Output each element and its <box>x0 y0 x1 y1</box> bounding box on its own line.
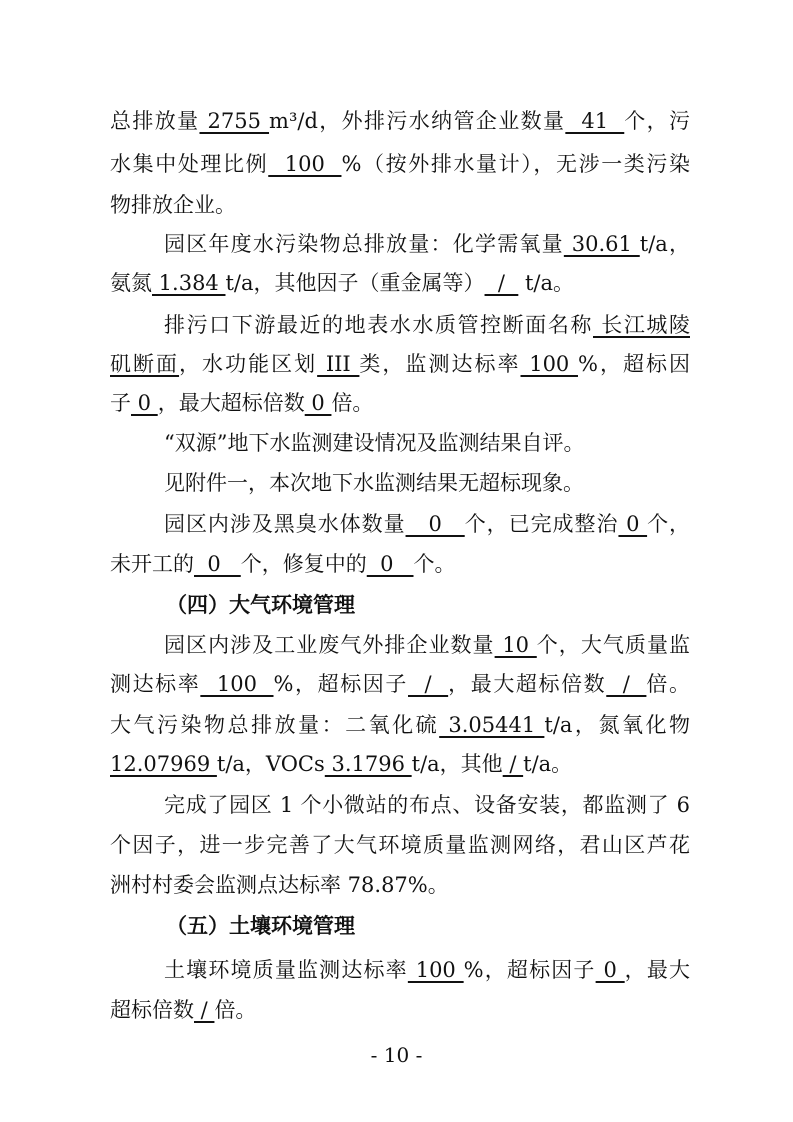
underlined-value: 100 <box>268 152 342 176</box>
underlined-value: 12.07969 <box>110 752 217 776</box>
underlined-value: 100 <box>200 672 274 696</box>
underlined-value: III <box>317 352 360 376</box>
text-line: 未开工的 0 个，修复中的 0 个。 <box>110 552 456 576</box>
underlined-value: / <box>606 672 647 696</box>
underlined-value: / <box>408 672 449 696</box>
text-line: 完成了园区 1 个小微站的布点、设备安装，都监测了 6 <box>164 793 690 817</box>
text-line: 超标倍数 / 倍。 <box>110 998 257 1022</box>
underlined-value: 100 <box>407 958 464 982</box>
underlined-value: 3.1796 <box>324 752 412 776</box>
underlined-value: 0 <box>618 512 648 536</box>
text-line: 大气污染物总排放量：二氧化硫 3.05441 t/a，氮氧化物 <box>110 713 690 737</box>
section-heading: （五）土壤环境管理 <box>166 913 355 938</box>
underlined-value: 0 <box>405 512 465 536</box>
underlined-value: 0 <box>304 391 332 415</box>
underlined-value: 100 <box>520 352 578 376</box>
underlined-value: / <box>484 271 519 295</box>
underlined-value: 长江城陵 <box>593 313 690 337</box>
section-heading: （四）大气环境管理 <box>166 592 355 617</box>
text-line: 水集中处理比例 100 %（按外排水量计），无涉一类污染 <box>110 152 691 176</box>
underlined-value: 0 <box>131 391 158 415</box>
text-line: 土壤环境质量监测达标率 100 %，超标因子 0 ，最大 <box>164 958 691 982</box>
underlined-value: 1.384 <box>152 271 226 295</box>
text-line: 子 0 ，最大超标倍数 0 倍。 <box>110 391 374 415</box>
underlined-value: / <box>502 752 524 776</box>
underlined-value: 10 <box>494 633 537 657</box>
underlined-value: 3.05441 <box>439 713 545 737</box>
page-number: - 10 - <box>370 1043 423 1067</box>
underlined-value: 30.61 <box>563 232 640 256</box>
text-line: 物排放企业。 <box>110 193 236 217</box>
text-line: 矶断面，水功能区划 III 类，监测达标率 100 %，超标因 <box>110 352 690 376</box>
text-line: 氨氮 1.384 t/a，其他因子（重金属等） / t/a。 <box>110 271 575 295</box>
underlined-value: 2755 <box>199 109 270 133</box>
text-line: 12.07969 t/a，VOCs 3.1796 t/a，其他 / t/a。 <box>110 752 573 776</box>
underlined-value: 矶断面 <box>110 352 180 376</box>
underlined-value: 0 <box>194 552 241 576</box>
underlined-value: 0 <box>595 958 625 982</box>
text-line: 洲村村委会监测点达标率 78.87%。 <box>110 873 449 897</box>
underlined-value: 0 <box>366 552 414 576</box>
text-line: 个因子，进一步完善了大气环境质量监测网络，君山区芦花 <box>110 833 690 857</box>
text-line: 排污口下游最近的地表水水质管控断面名称 长江城陵 <box>164 313 690 337</box>
text-line: 园区内涉及工业废气外排企业数量 10 个，大气质量监 <box>164 633 691 657</box>
text-line: “双源”地下水监测建设情况及监测结果自评。 <box>164 431 585 455</box>
underlined-value: 41 <box>565 109 625 133</box>
text-line: 见附件一，本次地下水监测结果无超标现象。 <box>164 471 584 495</box>
underlined-value: / <box>194 998 215 1022</box>
text-line: 园区内涉及黑臭水体数量 0 个，已完成整治 0 个， <box>164 512 691 536</box>
text-line: 测达标率 100 %，超标因子 / ，最大超标倍数 / 倍。 <box>110 672 690 696</box>
text-line: 总排放量 2755 m³/d，外排污水纳管企业数量 41 个，污 <box>110 109 691 133</box>
text-line: 园区年度水污染物总排放量：化学需氧量 30.61 t/a， <box>164 232 690 256</box>
